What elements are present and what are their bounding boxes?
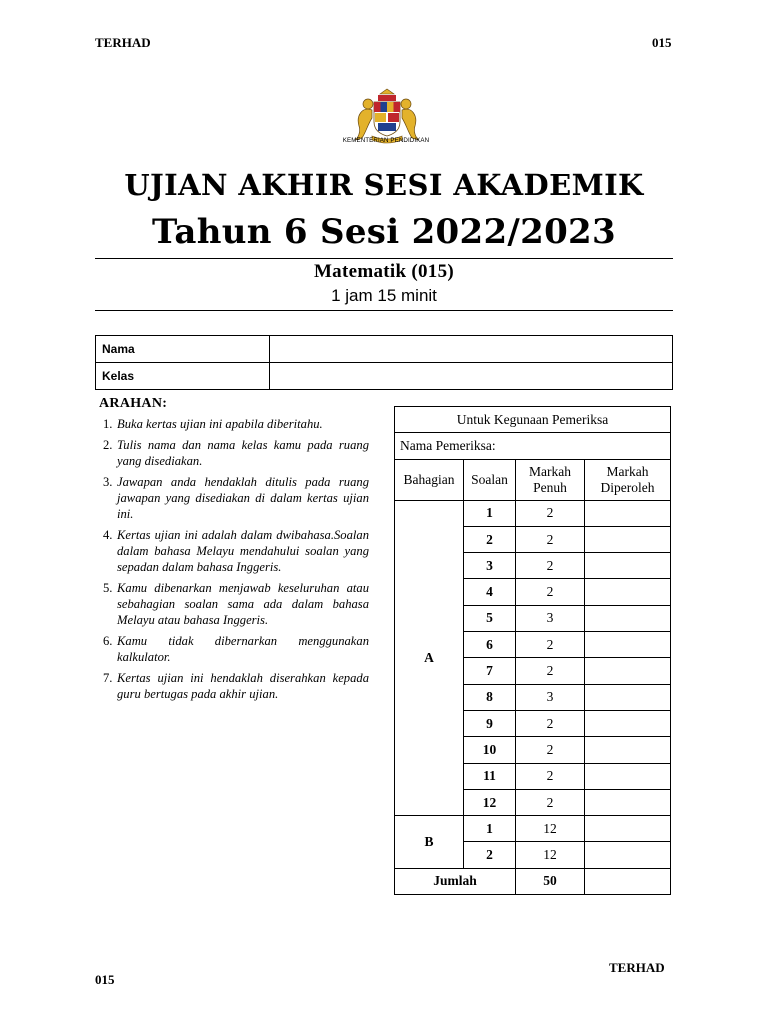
subject-name: Matematik (015) [313, 261, 455, 282]
instruction-number: 1. [103, 417, 113, 431]
full-marks: 2 [516, 789, 585, 815]
instruction-text: Kertas ujian ini hendaklah diserahkan kepada guru bertugas pada akhir ujian. [117, 671, 369, 701]
section-label: B [395, 816, 464, 869]
marks-row [395, 500, 671, 526]
instruction-item [99, 417, 369, 433]
exam-year-session: Tahun 6 Sesi 2022/2023 [152, 212, 616, 252]
total-full-marks: 50 [516, 868, 585, 894]
instruction-number: 3. [103, 475, 113, 490]
instruction-number: 6. [103, 634, 113, 649]
instruction-item [99, 581, 369, 628]
instructions-list [99, 417, 369, 708]
marks-obtained-cell[interactable] [585, 763, 671, 789]
exam-duration: 1 jam 15 minit [331, 286, 437, 305]
marks-obtained-cell[interactable] [585, 553, 671, 579]
marks-obtained-cell[interactable] [585, 605, 671, 631]
marks-obtained-cell[interactable] [585, 579, 671, 605]
header-markah-penuh: Markah Penuh [516, 459, 585, 500]
exam-title: UJIAN AKHIR SESI AKADEMIK [124, 168, 644, 202]
question-number: 6 [464, 632, 516, 658]
instruction-text: Kertas ujian ini adalah dalam dwibahasa.Soalan dalam bahasa Melayu mendahului soalan yang sepadan dalam bahasa Inggeris. [117, 528, 369, 574]
instruction-number: 5. [103, 581, 113, 596]
section-a-rows [395, 500, 671, 816]
instruction-text: Buka kertas ujian ini apabila diberitahu. [117, 417, 323, 431]
full-marks: 3 [516, 684, 585, 710]
total-marks-obtained[interactable] [585, 868, 671, 894]
question-number: 2 [464, 526, 516, 552]
question-number: 1 [464, 816, 516, 842]
full-marks: 2 [516, 763, 585, 789]
marks-obtained-cell[interactable] [585, 710, 671, 736]
title-divider-bottom [95, 310, 673, 311]
full-marks: 2 [516, 553, 585, 579]
header-markah-diperoleh: Markah Diperoleh [585, 459, 671, 500]
full-marks: 2 [516, 710, 585, 736]
instructions-title: ARAHAN: [99, 396, 168, 411]
full-marks: 2 [516, 737, 585, 763]
full-marks: 12 [516, 842, 585, 868]
instruction-number: 7. [103, 671, 113, 686]
crest-caption: KEMENTERIAN PENDIDIKAN [342, 137, 430, 144]
marks-obtained-cell[interactable] [585, 632, 671, 658]
full-marks: 2 [516, 579, 585, 605]
question-number: 10 [464, 737, 516, 763]
header-bahagian: Bahagian [395, 459, 464, 500]
marks-obtained-cell[interactable] [585, 684, 671, 710]
full-marks: 2 [516, 500, 585, 526]
question-number: 4 [464, 579, 516, 605]
examiner-marks-table [394, 406, 671, 895]
student-info-table [95, 335, 673, 390]
marks-obtained-cell[interactable] [585, 737, 671, 763]
instruction-text: Tulis nama dan nama kelas kamu pada ruang yang disediakan. [117, 438, 369, 469]
header-paper-code: 015 [652, 35, 672, 50]
question-number: 5 [464, 605, 516, 631]
full-marks: 12 [516, 816, 585, 842]
question-number: 2 [464, 842, 516, 868]
instruction-item [99, 475, 369, 522]
section-b-rows [395, 816, 671, 869]
instruction-text: Kamu tidak dibernarkan menggunakan kalkulator. [117, 634, 369, 664]
marks-obtained-cell[interactable] [585, 842, 671, 868]
marks-row [395, 816, 671, 842]
total-row [395, 868, 671, 894]
marks-obtained-cell[interactable] [585, 789, 671, 815]
instruction-item [99, 671, 369, 703]
student-class-row [96, 363, 673, 390]
marks-obtained-cell[interactable] [585, 500, 671, 526]
marks-obtained-cell[interactable] [585, 816, 671, 842]
instruction-item [99, 438, 369, 470]
marks-table-title: Untuk Kegunaan Pemeriksa [395, 407, 671, 433]
question-number: 11 [464, 763, 516, 789]
title-divider-top [95, 258, 673, 259]
instruction-item [99, 528, 369, 575]
question-number: 1 [464, 500, 516, 526]
instruction-text: Jawapan anda hendaklah ditulis pada ruang jawapan yang disediakan di dalam kertas ujian ini. [117, 475, 369, 521]
question-number: 3 [464, 553, 516, 579]
header-soalan: Soalan [464, 459, 516, 500]
question-number: 12 [464, 789, 516, 815]
section-label: A [395, 500, 464, 816]
student-name-row [96, 336, 673, 363]
full-marks: 3 [516, 605, 585, 631]
marks-table-title-row [395, 407, 671, 433]
question-number: 8 [464, 684, 516, 710]
footer-classification: TERHAD [609, 960, 665, 975]
header-classification: TERHAD [95, 35, 151, 50]
full-marks: 2 [516, 658, 585, 684]
class-label: Kelas [96, 363, 270, 390]
question-number: 7 [464, 658, 516, 684]
instruction-text: Kamu dibenarkan menjawab keseluruhan atau sebahagian soalan sama ada dalam bahasa Melayu atau bahasa Inggeris. [117, 581, 369, 627]
footer-paper-code: 015 [95, 972, 115, 987]
question-number: 9 [464, 710, 516, 736]
name-field[interactable] [270, 336, 673, 363]
instruction-number: 4. [103, 528, 113, 543]
marks-obtained-cell[interactable] [585, 658, 671, 684]
full-marks: 2 [516, 526, 585, 552]
examiner-name-label: Nama Pemeriksa: [395, 433, 671, 459]
marks-obtained-cell[interactable] [585, 526, 671, 552]
class-field[interactable] [270, 363, 673, 390]
total-label: Jumlah [395, 868, 516, 894]
full-marks: 2 [516, 632, 585, 658]
marks-table-header-row [395, 459, 671, 500]
name-label: Nama [96, 336, 270, 363]
instruction-item [99, 634, 369, 666]
instruction-number: 2. [103, 438, 113, 453]
examiner-name-row [395, 433, 671, 459]
